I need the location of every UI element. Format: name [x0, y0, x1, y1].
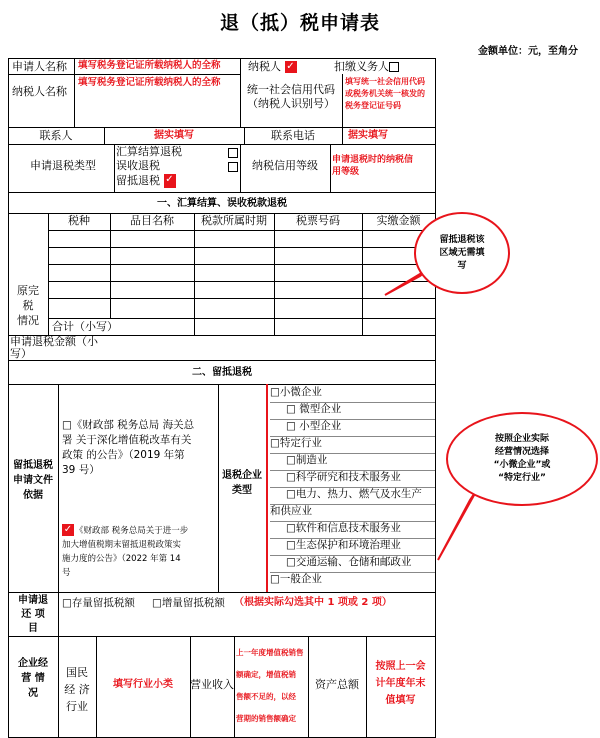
credit-code-field[interactable]: 填写统一社会信用代码 或税务机关统一核发的 税务登记证号码 [345, 77, 425, 110]
checkmark-icon: ✓ [164, 174, 176, 188]
callout-pointer-2 [438, 488, 478, 560]
role-withholding-label: 扣缴义务人 [334, 60, 389, 73]
policy-doc-2019[interactable]: □《财政部 税务总局 海关总 署 关于深化增值税改革有关 政策 的公告》（2019 年第 39 号） [62, 419, 195, 476]
col-item-name: 品目名称 [130, 214, 174, 227]
unit-note: 金额单位：元，至角分 [478, 46, 578, 57]
industry-field[interactable]: 填写行业小类 [113, 679, 173, 690]
col-tax-period: 税款所属时期 [201, 214, 267, 227]
enterprise-type-label: 退税企业 类型 [222, 470, 262, 496]
contact-field[interactable]: 据实填写 [154, 130, 194, 141]
phone-label: 联系电话 [271, 129, 315, 142]
page-title: 退（抵）税申请表 [219, 12, 380, 34]
checkmark-icon: ✓ [286, 61, 295, 72]
revenue-label: 营业收入 [190, 678, 234, 691]
enterprise-type-option[interactable]: □科学研究和技术服务业 [286, 471, 401, 483]
apply-amount-label: 申请退税金额（小 写） [10, 335, 98, 360]
refund-type-option-3[interactable]: 留抵退税 ✓ [116, 174, 174, 187]
enterprise-type-option[interactable]: □一般企业 [270, 573, 322, 585]
credit-code-label: 统一社会信用代码 （纳税人识别号） [247, 83, 335, 110]
option-stock[interactable]: □存量留抵税额 [62, 597, 135, 609]
enterprise-type-option[interactable]: 和供应业 [270, 505, 312, 517]
enterprise-type-option[interactable]: □电力、热力、燃气及水生产 [286, 488, 422, 500]
role-taxpayer-label: 纳税人 [248, 60, 281, 73]
refund-application-form: 申请人名称 填写税务登记证所载纳税人的全称 纳税人 ✓ 扣缴义务人 纳税人名称 填写税务登记证所载纳税人的全称 统一社会信用代码 （纳税人识别号） 填写统一社会信用代码 或税务机关统一核发的 税务登记证号码 联系人 据实填写 联系电话 据实填写 申请退税类型 汇算结算退税 误收退税 留抵退税 ✓ 纳税信用等级 申请退税时的纳税信 用等级 一、汇算结算、误收税款退税 税种 品目名称 税款所属时期 税票号码 实缴金额 原完 税 情况 合计（小写） 申请退税金额（小 写） 二、留抵退税 留抵退税 申请文件 依据 □《财政部 税务总局 海关总 署 关于深化增值税改革有关 政策 的公告》（2019 年第 39 号） ✓ 《财政部 税务总局关于进一步 加大增值税期末留抵退税政策实 施力度的公告》（2022 年第 14 号 退税企业 类型 □小微企业 □ 微型企业 □ 小型企业 □特定行业 □制造业 □科学研究和技术服务业 □电力、热力、燃气及水生产 和供应业 □软件和信息技术服务业 □生态保护和环境治理业 □交通运输、仓储和邮政业 □一般企业 申请退 还 项 目 □存量留抵税额 □增量留抵税额 （根据实际勾选其中 1 项或 2 项） 企业经 营 情 况 国民 经 济 行业 填写行业小类 营业收入 上一年度增值税销售 额确定，增值税销 售额不足的，以经 营期的销售额确定 资产总额 按照上一会 计年度年末 值填写 [8, 58, 436, 738]
applicant-name-field[interactable]: 填写税务登记证所载纳税人的全称 [78, 60, 221, 71]
annotation-enterprise-type: 按照企业实际 经营情况选择 “小微企业”或 “特定行业” [446, 412, 598, 506]
refund-type-option-2[interactable]: 误收退税 [116, 159, 240, 173]
enterprise-type-option[interactable]: □生态保护和环境治理业 [286, 539, 401, 551]
refund-type-option-1[interactable]: 汇算结算退税 [116, 145, 240, 159]
enterprise-type-option[interactable]: □软件和信息技术服务业 [286, 522, 401, 534]
credit-level-label: 纳税信用等级 [252, 159, 318, 172]
section-2-title: 二、留抵退税 [192, 367, 252, 378]
business-label: 企业经 营 情 况 [18, 658, 48, 699]
enterprise-type-option[interactable]: □制造业 [286, 454, 328, 466]
total-label: 合计（小写） [52, 320, 118, 333]
assets-label: 资产总额 [315, 678, 359, 691]
contact-label: 联系人 [39, 129, 73, 142]
section-1-title: 一、汇算结算、误收税款退税 [157, 198, 287, 209]
assets-field[interactable]: 按照上一会 计年度年末 值填写 [375, 661, 426, 706]
credit-level-field[interactable]: 申请退税时的纳税信 用等级 [332, 155, 414, 177]
col-tax-type: 税种 [68, 214, 90, 227]
revenue-field[interactable]: 上一年度增值税销售 额确定，增值税销 售额不足的，以经 营期的销售额确定 [236, 648, 304, 723]
col-paid-amount: 实缴金额 [376, 214, 421, 227]
enterprise-type-option[interactable]: □ 微型企业 [286, 403, 342, 415]
enterprise-type-option[interactable]: □小微企业 [270, 386, 322, 398]
phone-field[interactable]: 据实填写 [348, 130, 388, 141]
applicant-name-label: 申请人名称 [12, 60, 67, 73]
refund-item-label: 申请退 还 项 目 [18, 595, 48, 634]
checkmark-icon: ✓ [63, 524, 73, 535]
enterprise-type-option[interactable]: □特定行业 [270, 437, 322, 449]
taxpayer-name-field[interactable]: 填写税务登记证所载纳税人的全称 [78, 77, 221, 88]
basis-label: 留抵退税 申请文件 依据 [13, 460, 53, 501]
industry-label: 国民 经 济 行业 [64, 666, 90, 713]
taxpayer-name-label: 纳税人名称 [12, 85, 67, 98]
option-incremental[interactable]: □增量留抵税额 [152, 597, 225, 609]
original-tax-label: 原完 税 情况 [17, 284, 39, 327]
option-hint: （根据实际勾选其中 1 项或 2 项） [234, 597, 392, 608]
enterprise-type-option[interactable]: □ 小型企业 [286, 420, 342, 432]
refund-type-label: 申请退税类型 [30, 159, 96, 172]
annotation-section1: 留抵退税该 区域无需填 写 [414, 212, 510, 294]
enterprise-type-option[interactable]: □交通运输、仓储和邮政业 [286, 556, 412, 568]
col-ticket-number: 税票号码 [296, 214, 340, 227]
